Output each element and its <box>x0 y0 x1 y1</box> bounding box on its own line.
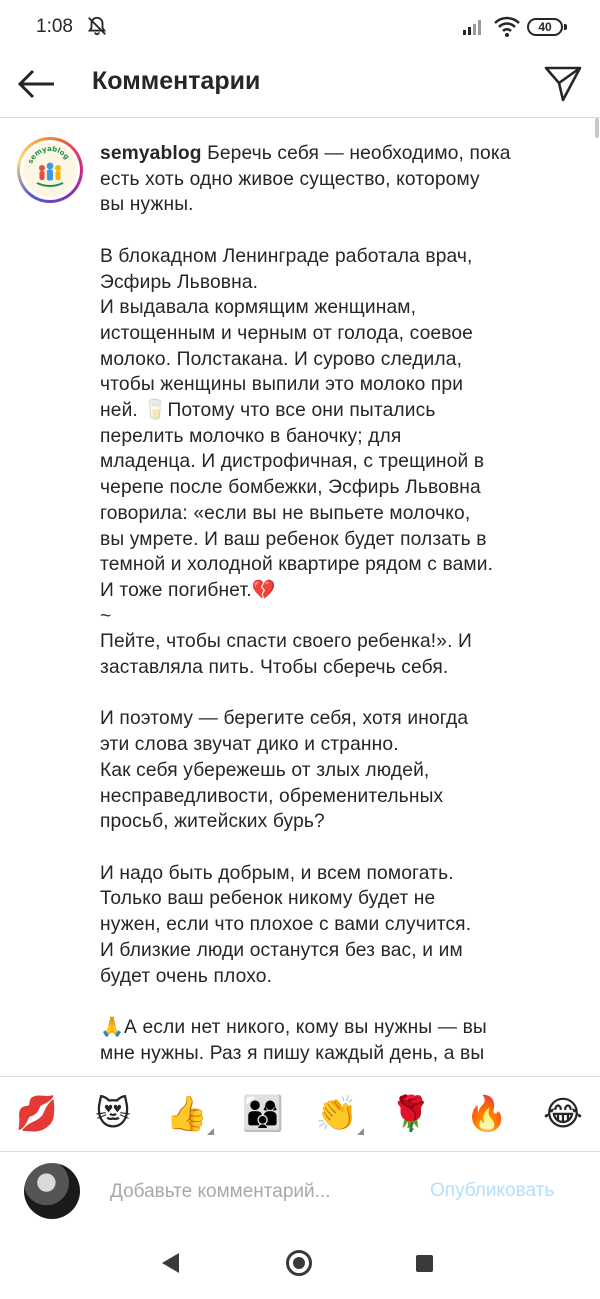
skin-tone-options-icon <box>357 1128 364 1135</box>
nav-back-icon[interactable] <box>162 1253 179 1273</box>
emoji-kiss-mark-button[interactable]: 💋 <box>15 1094 59 1134</box>
current-user-avatar <box>24 1163 80 1219</box>
wifi-icon <box>494 16 520 38</box>
nav-home-icon[interactable] <box>286 1250 312 1276</box>
comment-list <box>0 118 600 1076</box>
status-time: 1:08 <box>36 16 73 37</box>
emoji-fire-button[interactable]: 🔥 <box>465 1094 509 1134</box>
back-arrow-icon[interactable] <box>16 64 56 104</box>
signal-icon <box>462 18 486 36</box>
emoji-rose-button[interactable]: 🌹 <box>389 1094 433 1134</box>
emoji-heart-eyes-cat-button[interactable]: 😻 <box>95 1094 131 1134</box>
skin-tone-options-icon <box>207 1128 214 1135</box>
header <box>0 56 600 118</box>
page-title: Комментарии <box>92 67 261 95</box>
emoji-thumbs-up-button[interactable]: 👍 <box>164 1091 210 1137</box>
avatar[interactable] <box>23 143 77 197</box>
emoji-reaction-bar <box>0 1076 600 1152</box>
battery-indicator: 40 <box>527 18 563 36</box>
comment-body <box>100 141 560 1066</box>
system-nav-bar <box>0 1230 600 1299</box>
mute-notifications-icon <box>86 15 108 37</box>
publish-button[interactable]: Опубликовать <box>430 1180 555 1201</box>
nav-recents-icon[interactable] <box>416 1255 433 1272</box>
comment-input[interactable] <box>108 1176 412 1208</box>
emoji-tears-of-joy-button[interactable]: 😂 <box>543 1094 583 1134</box>
avatar-logo-text: semyablog <box>26 144 71 165</box>
family-logo-icon <box>23 143 77 197</box>
comment-composer <box>0 1152 600 1230</box>
comment-text: Беречь себя — необходимо, пока есть хоть одно живое существо, которому вы нужны. В блокадном Ленинграде работала врач, Эсфирь Львовна. И выдавала кормящим женщинам, истощенным и черным от голода, соевое молоко. Полстакана. И сурово следила, чтобы женщины выпили это молоко при ней. 🥛Потому что все они пытались перелить молочко в баночку; для младенца. И дистрофичная, с трещиной в черепе после бомбежки, Эсфирь Львовна говорила: «если вы не выпьете молочко, вы умрете. И ваш ребенок будет ползать в темной и холодной квартире рядом с вами. И тоже погибнет.💔 ~ Пейте, чтобы спасти своего ребенка!». И заставляла пить. Чтобы сберечь себя. И поэтому — берегите себя, хотя иногда эти слова звучат дико и странно. Как себя убережешь от злых людей, несправедливости, обременительных просьб, житейских бурь? И надо быть добрым, и всем помогать. Только ваш ребенок никому будет не нужен, если что плохое с вами случится. И близкие люди останутся без вас, и им будет очень плохо. 🙏А если нет никого, кому вы нужны — вы мне нужны. Раз я пишу каждый день, а вы <box>100 143 511 1064</box>
comment-username[interactable]: semyablog <box>100 143 202 164</box>
status-bar <box>0 0 600 56</box>
story-ring[interactable] <box>17 137 83 203</box>
direct-send-icon[interactable] <box>542 62 584 104</box>
emoji-clapping-button[interactable]: 👏 <box>314 1091 360 1137</box>
emoji-family-button[interactable]: 👨‍👩‍👦 <box>241 1094 285 1134</box>
